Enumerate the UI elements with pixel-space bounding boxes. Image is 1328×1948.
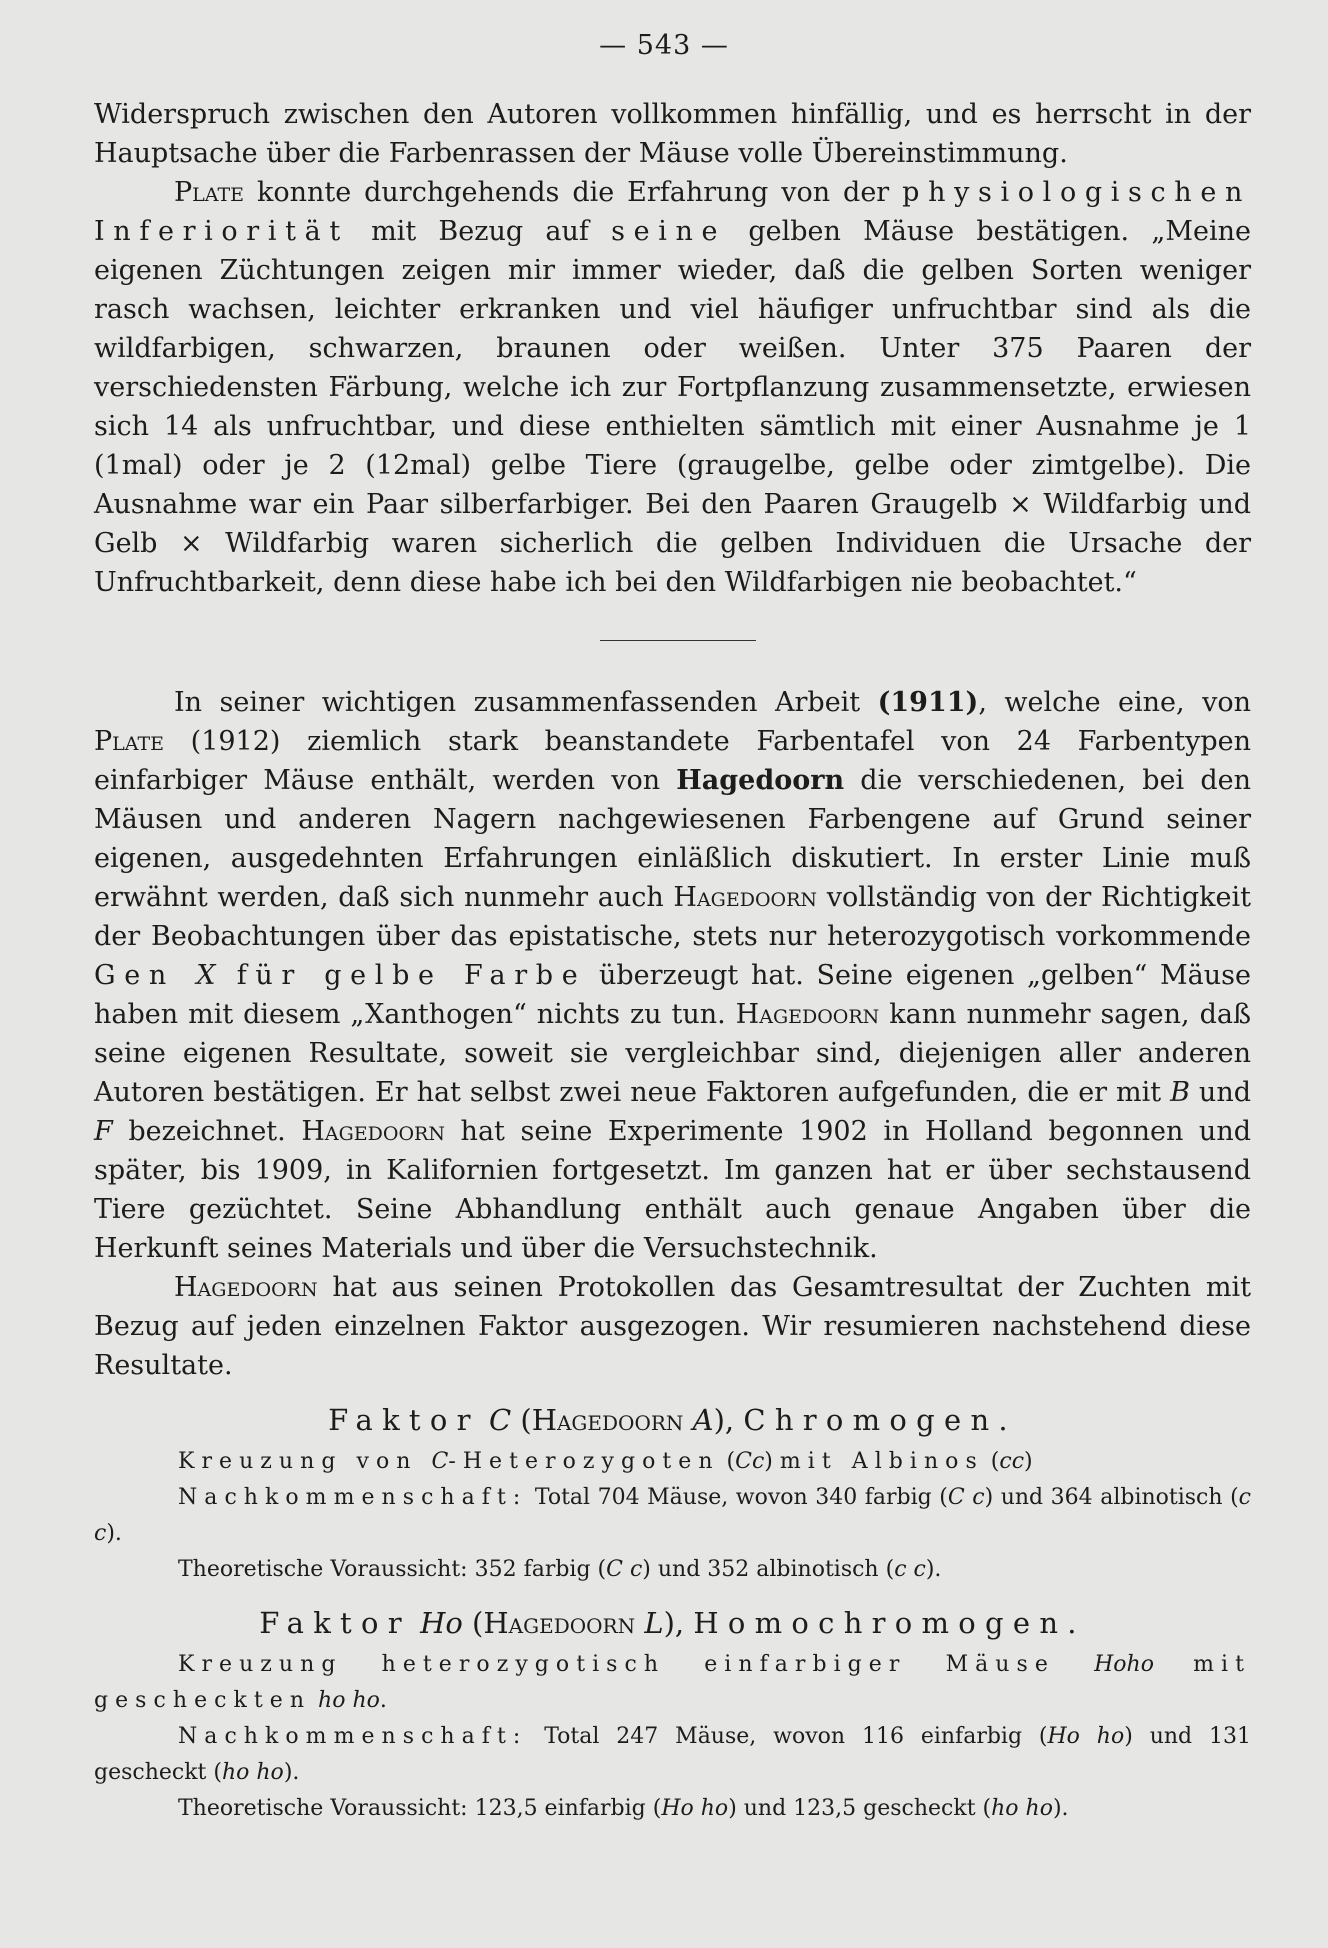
section-hagedoorn bbox=[94, 683, 1251, 1385]
author-name: Hagedoorn bbox=[531, 1403, 684, 1437]
gene-symbol: F bbox=[94, 1116, 113, 1147]
crossing-line: Kreuzung heterozygotisch einfarbiger Mäuse Hoho mit gescheckten ho ho. bbox=[94, 1652, 1251, 1713]
emphasis-spaced: physiologischen Inferiorität bbox=[94, 177, 1251, 247]
section-plate-quote bbox=[94, 95, 1251, 602]
faktor-c-heading: Faktor C (Hagedoorn A), Chromogen. bbox=[328, 1403, 1017, 1437]
gene-symbol: A bbox=[692, 1403, 714, 1437]
emphasis-spaced: Gen bbox=[94, 960, 197, 991]
paragraph-1: Widerspruch zwischen den Autoren vollkommen hinfällig, und es herrscht in der Hauptsache über die Farbenrassen der Mäuse volle Übereinstimmung. bbox=[94, 99, 1251, 169]
author-name-bold: Hagedoorn bbox=[676, 765, 845, 796]
faktor-ho-heading: Faktor Ho (Hagedoorn L), Homochromogen. bbox=[259, 1606, 1086, 1640]
section-divider bbox=[600, 640, 756, 641]
crossing-line: Kreuzung von C-Heterozygoten (Cc) mit Albinos (cc) bbox=[178, 1449, 1033, 1474]
author-name: Hagedoorn bbox=[735, 999, 880, 1030]
emphasis-spaced: seine bbox=[611, 216, 727, 247]
paragraph-2: Plate konnte durchgehends die Erfahrung von der physiologischen Inferiorität mit Bezug auf seine gelben Mäuse bestätigen. „Meine eigenen Züchtungen zeigen mir immer wieder, daß die gelben Sorten weniger rasch wachsen, leichter erkranken und viel häufiger unfruchtbar sind als die wildfarbigen, schwarzen, braunen oder weißen. Unter 375 Paaren der verschiedensten Färbung, welche ich zur Fortpflanzung zusammensetzte, erwiesen sich 14 als unfruchtbar, und diese enthielten sämtlich mit einer Ausnahme je 1 (1mal) oder je 2 (12mal) gelbe Tiere (graugelbe, gelbe oder zimtgelbe). Die Ausnahme war ein Paar silberfarbiger. Bei den Paaren Graugelb × Wildfarbig und Gelb × Wildfarbig waren sicherlich die gelben Individuen die Ursache der Unfruchtbarkeit, denn diese habe ich bei den Wildfarbigen nie beobachtet.“ bbox=[94, 177, 1251, 598]
author-name: Hagedoorn bbox=[301, 1116, 445, 1147]
author-name: Plate bbox=[174, 177, 245, 208]
gene-symbol: B bbox=[1170, 1077, 1190, 1108]
paragraph-4: Hagedoorn hat aus seinen Protokollen das Gesamtresultat der Zuchten mit Bezug auf jeden einzelnen Faktor ausgezogen. Wir resumieren nachstehend diese Resultate. bbox=[94, 1272, 1251, 1381]
year-citation: (1911) bbox=[877, 687, 979, 718]
page-number: — 543 — bbox=[599, 30, 729, 61]
faktor-c-results bbox=[94, 1444, 1251, 1588]
author-name: Hagedoorn bbox=[174, 1272, 318, 1303]
gene-symbol: L bbox=[644, 1606, 664, 1640]
gene-symbol: X bbox=[196, 960, 216, 991]
emphasis-spaced: für gelbe Farbe bbox=[215, 960, 587, 991]
author-name: Hagedoorn bbox=[483, 1606, 636, 1640]
gene-symbol: Ho bbox=[420, 1606, 463, 1640]
expectation-line: Theoretische Voraussicht: 123,5 einfarbig (Ho ho) und 123,5 gescheckt (ho ho). bbox=[178, 1796, 1069, 1821]
paragraph-3: In seiner wichtigen zusammenfassenden Arbeit (1911), welche eine, von Plate (1912) ziemlich stark beanstandete Farbentafel von 24 Farbentypen einfarbiger Mäuse enthält, werden von Hagedoorn die verschiedenen, bei den Mäusen und anderen Nagern nachgewiesenen Farbengene auf Grund seiner eigenen, ausgedehnten Erfahrungen einläßlich diskutiert. In erster Linie muß erwähnt werden, daß sich nunmehr auch Hagedoorn vollständig von der Richtigkeit der Beobachtungen über das epistatische, stets nur heterozygotisch vorkommende Gen X für gelbe Farbe überzeugt hat. Seine eigenen „gelben“ Mäuse haben mit diesem „Xanthogen“ nichts zu tun. Hagedoorn kann nunmehr sagen, daß seine eigenen Resultate, soweit sie vergleichbar sind, diejenigen aller anderen Autoren bestätigen. Er hat selbst zwei neue Faktoren aufgefunden, die er mit B und F bezeichnet. Hagedoorn hat seine Experimente 1902 in Holland begonnen und später, bis 1909, in Kalifornien fortgesetzt. Im ganzen hat er über sechstausend Tiere gezüchtet. Seine Abhandlung enthält auch genaue Angaben über die Herkunft seines Materials und über die Versuchstechnik. bbox=[94, 687, 1252, 1264]
faktor-ho-results bbox=[94, 1647, 1251, 1827]
gene-symbol: C bbox=[488, 1403, 512, 1437]
expectation-line: Theoretische Voraussicht: 352 farbig (C c) und 352 albinotisch (c c). bbox=[178, 1557, 942, 1582]
offspring-line: Nachkommenschaft: Total 704 Mäuse, wovon 340 farbig (C c) und 364 albinotisch (c c). bbox=[94, 1485, 1251, 1546]
author-name: Hagedoorn bbox=[673, 882, 818, 913]
offspring-line: Nachkommenschaft: Total 247 Mäuse, wovon 116 einfarbig (Ho ho) und 131 gescheckt (ho ho). bbox=[94, 1724, 1251, 1785]
author-name: Plate bbox=[94, 726, 165, 757]
